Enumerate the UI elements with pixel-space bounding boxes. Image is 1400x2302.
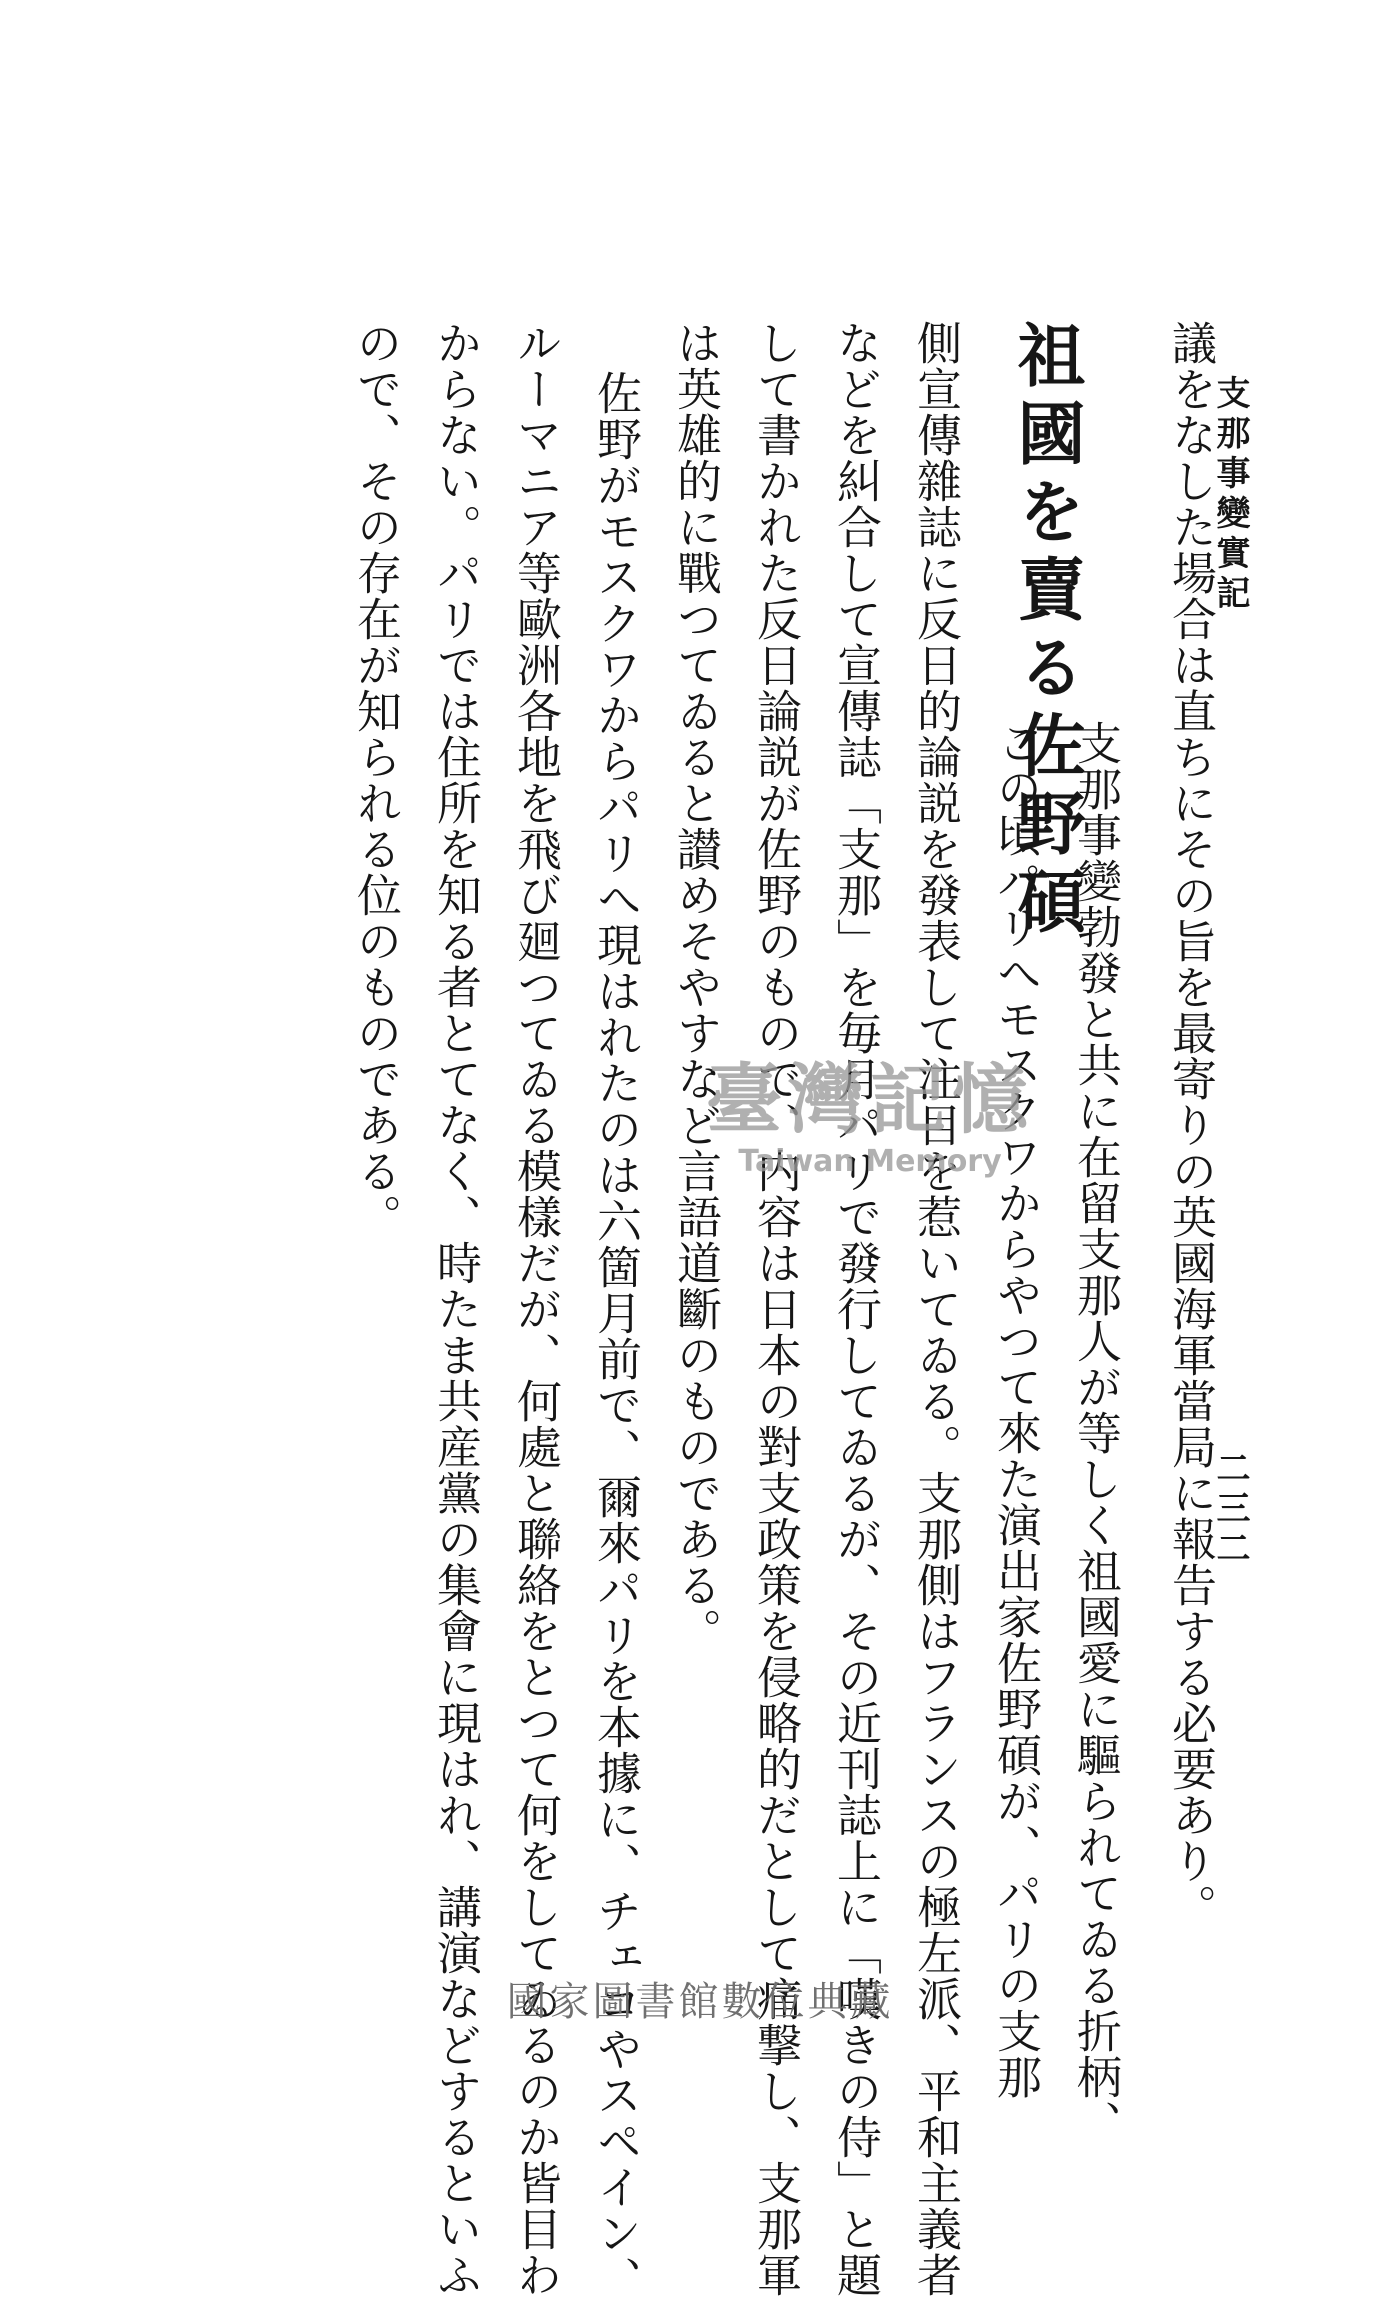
text-line-7: は英雄的に戰つてゐると讃めそやすなど言語道斷のものである。 xyxy=(669,320,722,1654)
section-heading: 祖國を賣る佐野碩 xyxy=(1006,320,1086,944)
text-line-1: 議をなした場合は直ちにその旨を最寄りの英國海軍當局に報告する必要あり。 xyxy=(1164,320,1217,1930)
footer-source: 國家圖書館數位典藏 xyxy=(506,1979,894,2025)
text-line-4: 側宣傳雜誌に反日的論説を發表して注目を惹いてゐる。支那側はフランスの極左派、平和主義者 xyxy=(909,320,962,2298)
text-line-9: ルーマニア等歐洲各地を飛び廻つてゐる模樣だが、何處と聯絡をとつて何をしてゐるのか皆目わ xyxy=(509,320,562,2298)
page-number: 二三二 xyxy=(1210,1450,1250,1570)
text-line-3: この頃パリへモスクワからやつて來た演出家佐野碩が、パリの支那 xyxy=(989,720,1042,2100)
watermark xyxy=(655,1055,1085,1205)
running-header-title: 支那事變實記 xyxy=(1210,375,1250,615)
text-line-2: 支那事變勃發と共に在留支那人が等しく祖國愛に驅られてゐる折柄、 xyxy=(1069,720,1122,2146)
text-line-10: からない。パリでは住所を知る者とてなく、時たま共産黨の集會に現はれ、講演などするといふ xyxy=(429,320,482,2298)
text-line-8: 佐野がモスクワからパリへ現はれたのは六箇月前で、爾來パリを本據に、チェコやスペイン、 xyxy=(589,370,642,2302)
watermark-english: Taiwan Memory xyxy=(738,1144,1002,1179)
watermark-chinese: 臺灣記憶 xyxy=(706,1055,1034,1144)
text-line-11: ので、その存在が知られる位のものである。 xyxy=(349,320,402,1240)
text-line-6: して書かれた反日論説が佐野のもので、内容は日本の對支政策を侵略的だとして痛撃し、支那軍 xyxy=(749,320,802,2298)
text-line-5: などを糾合して宣傳誌「支那」を毎月パリで發行してゐるが、その近刊誌上に「嘆きの侍」と題 xyxy=(829,320,882,2298)
